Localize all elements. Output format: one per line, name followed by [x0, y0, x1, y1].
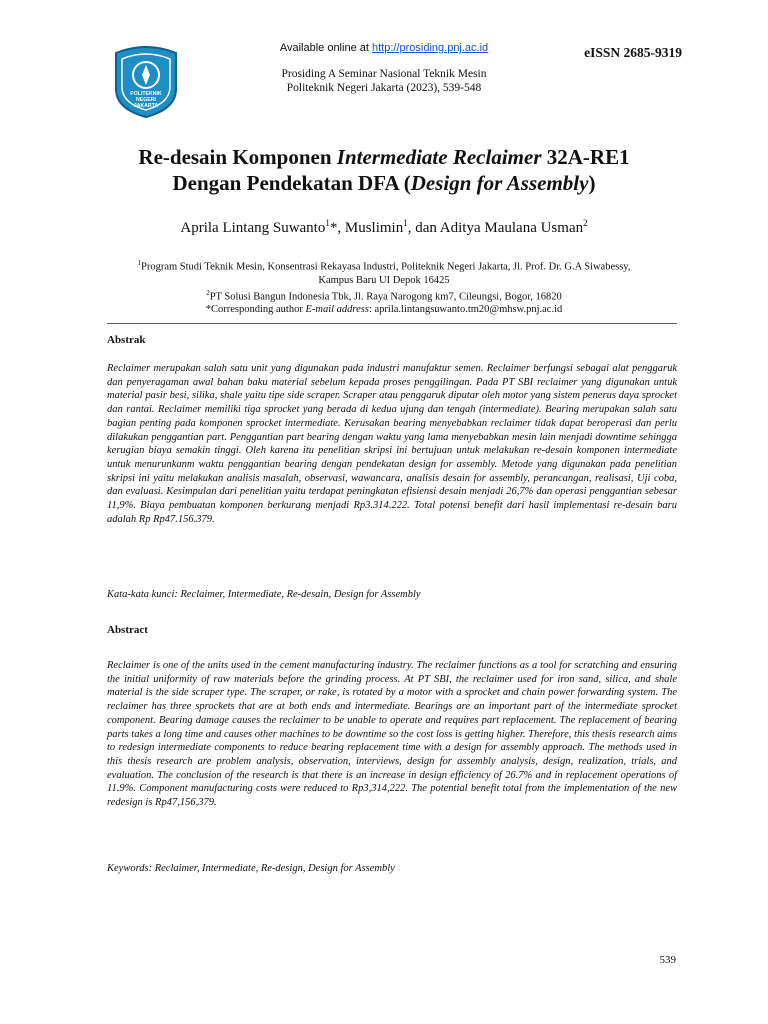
- eissn-label: eISSN 2685-9319: [584, 45, 682, 60]
- title-line2-part-2: Design for Assembly: [410, 171, 589, 195]
- corresponding-email[interactable]: : aprila.lintangsuwanto.tm20@mhsw.pnj.ac.id: [368, 304, 563, 315]
- corresponding-prefix: *Corresponding author: [205, 304, 306, 315]
- author-3-sup: 2: [583, 218, 588, 228]
- affiliation-1-cont: Kampus Baru UI Depok 16425: [318, 274, 450, 286]
- author-2: *, Muslimin: [329, 220, 404, 236]
- logo-text-1: POLITEKNIK: [130, 91, 162, 97]
- paper-title: [60, 144, 708, 196]
- title-line-2: [60, 170, 708, 196]
- author-2-sup: 1: [403, 218, 408, 228]
- title-part-1: Re-desain Komponen: [138, 145, 337, 169]
- title-line-1: [60, 144, 708, 170]
- logo-text-2: NEGERI: [136, 97, 156, 103]
- abstrak-heading: Abstrak: [107, 334, 146, 346]
- author-1-sup: 1: [325, 218, 330, 228]
- title-part-2: Intermediate Reclaimer: [336, 145, 542, 169]
- abstrak-text: Reclaimer merupakan salah satu unit yang digunakan pada industri manufaktur semen. Reclaimer berfungsi sebagai alat penggaruk dan penyeragaman awal bahan baku material sebelum kepada proses penggilingan. Pada PT SBI reclaimer yang digunakan untuk material pasir besi, silika, shale yaitu tipe side scraper. Scraper atau penggaruk diputar oleh motor yang sistem penerus daya sprocket dan rantai. Reclaimer memiliki tiga sprocket yang berada di kedua ujung dan tengah (intermediate). Bearing merupakan salah satu bagian penting pada komponen sprocket intermediate. Kerusakan bearing menyebabkan reclaimer tidak dapat beroperasi dan perlu dilakukan penggantian part. Penggantian part bearing dengan waktu yang lama menyebabkan mesin lain menjadi downtime sehingga kerugian biaya semakin tinggi. Oleh karena itu penelitian skripsi ini bertujuan untuk melakukan re-desain komponen intermediate untuk menurunkanm waktu penggantian bearing dengan pendekatan design for assembly. Metode yang digunakan pada penelitian skripsi ini yaitu melakukan analisis masalah, observasi, wawancara, analisis desain for assembly, perancangan, realisasi, Uji coba, dan evaluasi. Kesimpulan dari penelitian yaitu terdapat peningkatan efisiensi desain menjadi 26,7% dan operasi penggantian sebesar 11,9%. Biaya pembuatan komponen berkurang menjadi Rp3.314.222. Total potensi benefit dari hasil implementasi re-desain baru adalah Rp Rp47.156.379.: [107, 363, 677, 525]
- corresponding-author: [95, 303, 673, 316]
- availability-prefix: Available online at: [279, 42, 372, 54]
- abstrak-keywords: Kata-kata kunci: Reclaimer, Intermediate, Re-desain, Design for Assembly: [107, 589, 421, 600]
- author-1: Aprila Lintang Suwanto: [180, 220, 326, 236]
- logo-text-3: JAKARTA: [133, 103, 159, 109]
- affiliation-1-text: Program Studi Teknik Mesin, Konsentrasi Rekayasa Industri, Politeknik Negeri Jakarta, Jl. Prof. Dr. G.A Siwabessy,: [141, 261, 631, 273]
- proceedings-line-2: Politeknik Negeri Jakarta (2023), 539-548: [286, 82, 482, 94]
- title-part-3: 32A-RE1: [541, 145, 630, 169]
- page-number: 539: [659, 954, 676, 966]
- proceedings-line-1: Prosiding A Seminar Nasional Teknik Mesin: [281, 68, 487, 80]
- author-list: [60, 218, 708, 237]
- abstract-keywords: Keywords: Reclaimer, Intermediate, Re-design, Design for Assembly: [107, 863, 395, 874]
- abstract-heading: Abstract: [107, 624, 148, 636]
- proceedings-info: [0, 67, 768, 95]
- affiliation-1: [95, 257, 673, 274]
- affiliation-1-sup: 1: [137, 259, 141, 267]
- affiliation-2-sup: 2: [206, 288, 210, 297]
- affiliation-2: [95, 287, 673, 304]
- affiliation-2-text: PT Solusi Bangun Indonesia Tbk, Jl. Raya Narogong km7, Cileungsi, Bogor, 16820: [209, 291, 562, 302]
- title-line2-part-3: ): [588, 171, 596, 195]
- title-line2-part-1: Dengan Pendekatan DFA (: [172, 171, 411, 195]
- header-divider: [107, 323, 677, 324]
- affiliations: [95, 257, 673, 316]
- author-3: , dan Aditya Maulana Usman: [407, 220, 584, 236]
- abstract-text: Reclaimer is one of the units used in the cement manufacturing industry. The reclaimer functions as a tool for scratching and ensuring the initial uniformity of raw materials before the grinding process. At PT SBI, the reclaimer used for iron sand, silica, and shale material is the side scraper type. The scraper, or rake, is rotated by a motor with a sprocket and chain power forwarding system. The reclaimer has three sprockets that are at both ends and intermediate. Bearings are an important part of the intermediate sprocket component. Bearing damage causes the reclaimer to be unable to operate and requires part replacement. The replacement of bearing parts takes a long time and causes other machines to be downtime so the cost loss is getting higher. Therefore, this thesis research aims to redesign intermediate components to reduce bearing replacement time with a design for assembly approach. The methods used in this thesis research are problem analysis, observation, interviews, design for assembly analysis, design, realization, trials, and evaluation. The conclusion of the research is that there is an increase in design efficiency of 26.7% and in replacement operations of 11.9%. Component manufacturing costs were reduced to Rp3,314,222. The potential benefit total from the implementation of the new redesign is Rp47,156,379.: [107, 660, 677, 809]
- proceedings-link[interactable]: http://prosiding.pnj.ac.id: [371, 42, 489, 54]
- corresponding-label: E-mail address: [305, 304, 369, 315]
